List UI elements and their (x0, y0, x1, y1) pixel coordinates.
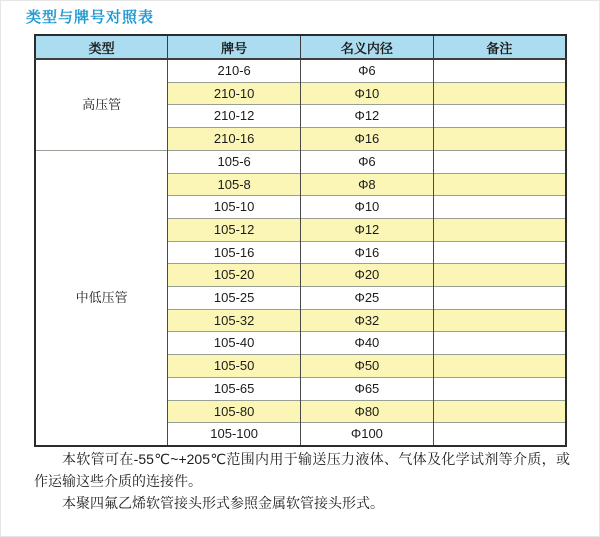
diameter-cell: Φ6 (301, 59, 434, 82)
diameter-cell: Φ16 (301, 241, 434, 264)
diameter-cell: Φ80 (301, 400, 434, 423)
diameter-cell: Φ16 (301, 128, 434, 151)
diameter-cell: Φ6 (301, 150, 434, 173)
remark-cell (433, 150, 566, 173)
remark-cell (433, 128, 566, 151)
page-title: 类型与牌号对照表 (26, 9, 155, 26)
diameter-cell: Φ25 (301, 287, 434, 310)
model-cell: 105-12 (168, 218, 301, 241)
type-model-table (34, 34, 567, 447)
table-row (35, 150, 566, 173)
diameter-cell: Φ12 (301, 105, 434, 128)
model-cell: 105-25 (168, 287, 301, 310)
model-cell: 105-32 (168, 309, 301, 332)
remark-cell (433, 309, 566, 332)
remark-cell (433, 287, 566, 310)
model-cell: 105-100 (168, 423, 301, 446)
remark-cell (433, 82, 566, 105)
type-cell: 中低压管 (35, 150, 168, 446)
table-row (35, 59, 566, 82)
table-body (35, 59, 566, 446)
diameter-cell: Φ10 (301, 196, 434, 219)
table-header (35, 35, 566, 59)
model-cell: 105-20 (168, 264, 301, 287)
column-header: 牌号 (168, 35, 301, 59)
remark-cell (433, 241, 566, 264)
diameter-cell: Φ12 (301, 218, 434, 241)
remark-cell (433, 218, 566, 241)
model-cell: 210-16 (168, 128, 301, 151)
note-temperature-usage: 本软管可在-55℃~+205℃范围内用于输送压力液体、气体及化学试剂等介质，或作运输这些介质的连接件。 (34, 451, 570, 489)
diameter-cell: Φ50 (301, 355, 434, 378)
model-cell: 210-12 (168, 105, 301, 128)
diameter-cell: Φ20 (301, 264, 434, 287)
model-cell: 210-10 (168, 82, 301, 105)
remark-cell (433, 400, 566, 423)
remark-cell (433, 355, 566, 378)
column-header: 备注 (433, 35, 566, 59)
remark-cell (433, 423, 566, 446)
header-row (35, 35, 566, 59)
type-cell: 高压管 (35, 59, 168, 150)
model-cell: 105-8 (168, 173, 301, 196)
remark-cell (433, 377, 566, 400)
remark-cell (433, 59, 566, 82)
model-cell: 105-40 (168, 332, 301, 355)
remark-cell (433, 196, 566, 219)
column-header: 名义内径 (301, 35, 434, 59)
diameter-cell: Φ32 (301, 309, 434, 332)
remark-cell (433, 105, 566, 128)
diameter-cell: Φ10 (301, 82, 434, 105)
note-joint-style: 本聚四氟乙烯软管接头形式参照金属软管接头形式。 (62, 495, 384, 511)
diameter-cell: Φ8 (301, 173, 434, 196)
notes (34, 448, 570, 514)
remark-cell (433, 173, 566, 196)
model-cell: 105-50 (168, 355, 301, 378)
remark-cell (433, 332, 566, 355)
model-cell: 105-65 (168, 377, 301, 400)
model-cell: 105-6 (168, 150, 301, 173)
model-cell: 210-6 (168, 59, 301, 82)
model-cell: 105-16 (168, 241, 301, 264)
column-header: 类型 (35, 35, 168, 59)
model-cell: 105-80 (168, 400, 301, 423)
diameter-cell: Φ100 (301, 423, 434, 446)
model-cell: 105-10 (168, 196, 301, 219)
remark-cell (433, 264, 566, 287)
diameter-cell: Φ40 (301, 332, 434, 355)
diameter-cell: Φ65 (301, 377, 434, 400)
